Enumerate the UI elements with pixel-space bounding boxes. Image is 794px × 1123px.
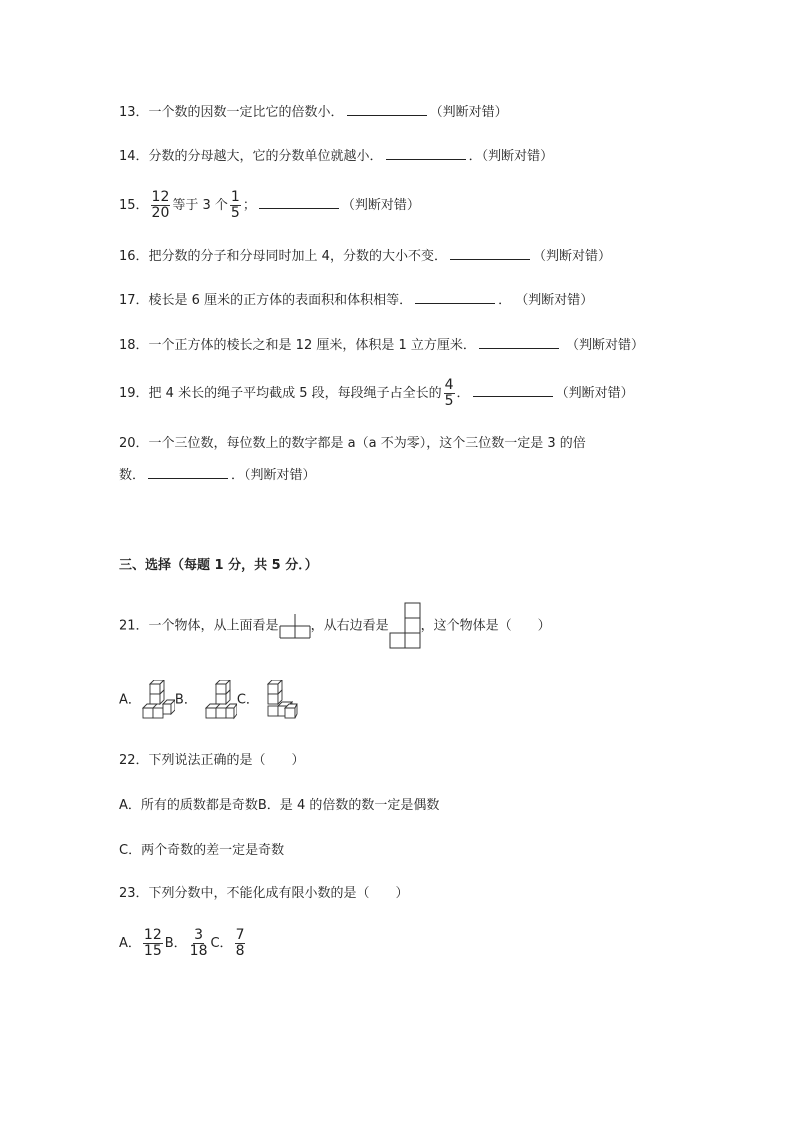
question-number: 20．	[119, 436, 149, 451]
fraction-1-5: $\frac{1}{5}$	[230, 189, 240, 221]
answer-blank[interactable]	[473, 383, 553, 397]
answer-blank[interactable]	[450, 246, 530, 260]
question-tail: ． （判断对错）	[498, 293, 594, 308]
question-21	[119, 602, 551, 650]
option-b-label[interactable]: B．	[164, 936, 187, 951]
question-text: 等于 3 个	[172, 198, 228, 213]
question-22-options-line-2[interactable]: C．两个奇数的差一定是奇数	[119, 843, 285, 858]
question-18	[119, 335, 644, 356]
question-text: 数．	[119, 468, 146, 483]
answer-blank[interactable]	[479, 335, 559, 349]
question-text: 把分数的分子和分母同时加上 4，分数的大小不变．	[148, 249, 447, 264]
question-number: 22．	[119, 753, 149, 768]
question-tail: （判断对错）	[532, 249, 611, 264]
option-c-cube-figure[interactable]	[265, 680, 299, 720]
option-b-label: B．	[174, 692, 197, 708]
option-a-cube-figure[interactable]	[141, 680, 175, 720]
top-view-diagram	[279, 610, 311, 642]
answer-blank[interactable]	[259, 195, 339, 209]
question-22	[119, 751, 305, 771]
question-tail: ．（判断对错）	[231, 468, 316, 483]
question-number: 19．	[119, 386, 149, 401]
question-22-options-line-1[interactable]: A．所有的质数都是奇数B．是 4 的倍数的数一定是偶数	[119, 798, 440, 813]
fraction-12-20: $\frac{12}{20}$	[151, 189, 170, 221]
question-number: 21．	[119, 618, 149, 634]
question-15: 15． $\frac{12}{20}$ 等于 3 个 $\frac{1}{5}$ ； （判断对错）	[119, 189, 420, 221]
question-tail: （判断对错）	[341, 198, 420, 213]
question-19: 19．把 4 米长的绳子平均截成 5 段，每段绳子占全长的 $\frac{4}{5}$ ． （判断对错）	[119, 377, 634, 409]
question-number: 16．	[119, 249, 149, 264]
question-20-line-2	[119, 465, 316, 486]
question-21-options	[119, 680, 299, 720]
option-b-cube-figure[interactable]	[203, 680, 237, 720]
question-text: 棱长是 6 厘米的正方体的表面积和体积相等．	[148, 293, 413, 308]
question-tail: （判断对错）	[429, 105, 508, 120]
question-number: 15．	[119, 198, 149, 213]
option-c-fraction[interactable]: $\frac{7}{8}$	[235, 927, 245, 959]
question-number: 18．	[119, 338, 149, 353]
question-number: 13．	[119, 105, 149, 120]
right-view-diagram	[389, 602, 421, 650]
option-a-label[interactable]: A．	[119, 936, 141, 951]
option-c-label: C．	[236, 692, 259, 708]
fraction-4-5: $\frac{4}{5}$	[444, 377, 454, 409]
question-20-line-1	[119, 434, 586, 454]
question-number: 17．	[119, 293, 149, 308]
question-13	[119, 102, 508, 123]
question-text: 下列说法正确的是（ ）	[148, 753, 305, 768]
question-23-options	[119, 924, 247, 964]
section-title: 三、选择（每题 1 分，共 5 分．）	[119, 558, 318, 573]
question-16	[119, 246, 611, 267]
question-text: 分数的分母越大，它的分数单位就越小．	[148, 149, 383, 164]
answer-blank[interactable]	[347, 102, 427, 116]
question-text: 把 4 米长的绳子平均截成 5 段，每段绳子占全长的	[148, 386, 442, 401]
question-text: 下列分数中，不能化成有限小数的是（ ）	[148, 886, 409, 901]
question-23	[119, 884, 409, 904]
question-tail: ．（判断对错）	[468, 149, 554, 164]
question-number: 23．	[119, 886, 149, 901]
option-b-fraction[interactable]: $\frac{3}{18}$	[189, 927, 208, 959]
question-text: 一个数的因数一定比它的倍数小．	[148, 105, 344, 120]
question-text: 一个物体，从上面看是	[148, 618, 279, 634]
question-text: 一个正方体的棱长之和是 12 厘米，体积是 1 立方厘米．	[148, 338, 476, 353]
answer-blank[interactable]	[148, 465, 228, 479]
question-tail: （判断对错）	[555, 386, 634, 401]
question-tail: （判断对错）	[561, 338, 645, 353]
question-text: ，这个物体是（ ）	[420, 618, 551, 634]
question-text: 一个三位数，每位数上的数字都是 a（a 不为零），这个三位数一定是 3 的倍	[148, 436, 586, 451]
question-14	[119, 146, 553, 167]
question-number: 14．	[119, 149, 149, 164]
option-a-label: A．	[119, 692, 141, 708]
question-text: ，从右边看是	[310, 618, 389, 634]
question-17	[119, 290, 593, 311]
option-c-label[interactable]: C．	[210, 936, 233, 951]
answer-blank[interactable]	[386, 146, 466, 160]
answer-blank[interactable]	[415, 290, 495, 304]
option-a-fraction[interactable]: $\frac{12}{15}$	[143, 927, 162, 959]
